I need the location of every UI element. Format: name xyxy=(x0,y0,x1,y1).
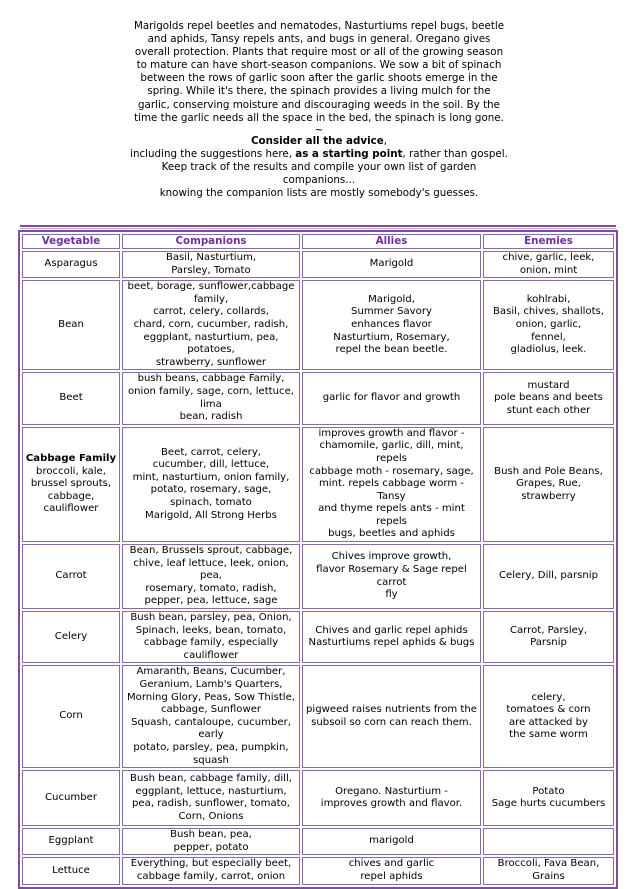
intro-text xyxy=(130,20,508,200)
table-row xyxy=(22,611,614,663)
advice-line xyxy=(130,135,508,148)
enemies-cell: celery, tomatoes & corn are attacked by the same worm xyxy=(483,665,614,768)
allies-cell: pigweed raises nutrients from the subsoil so corn can reach them. xyxy=(302,665,481,768)
vegetable-cell xyxy=(22,427,120,542)
allies-cell: improves growth and flavor - chamomile, garlic, dill, mint, repels cabbage moth - rosemary, sage, mint. repels cabbage worm - Tansy and thyme repels ants - mint repels bugs, beetles and aphids xyxy=(302,427,481,542)
enemies-cell: chive, garlic, leek, onion, mint xyxy=(483,251,614,278)
vegetable-cell: Asparagus xyxy=(22,251,120,278)
table-row xyxy=(22,828,614,855)
companions-cell: Everything, but especially beet, cabbage family, carrot, onion xyxy=(122,857,300,884)
vegetable-cell: Cucumber xyxy=(22,770,120,826)
enemies-cell: Carrot, Parsley, Parsnip xyxy=(483,611,614,663)
table-row xyxy=(22,544,614,609)
companions-cell: Bush bean, parsley, pea, Onion, Spinach, leeks, bean, tomato, cabbage family, especially cauliflower xyxy=(122,611,300,663)
table-row xyxy=(22,665,614,768)
table-row xyxy=(22,372,614,424)
enemies-cell: Broccoli, Fava Bean, Grains xyxy=(483,857,614,884)
vegetable-cell: Bean xyxy=(22,280,120,370)
table-row xyxy=(22,427,614,542)
table-row xyxy=(22,251,614,278)
vegetable-cell: Celery xyxy=(22,611,120,663)
allies-cell: Chives and garlic repel aphids Nasturtiums repel aphids & bugs xyxy=(302,611,481,663)
starting-point-line xyxy=(130,148,508,161)
allies-cell: Marigold, Summer Savory enhances flavor Nasturtium, Rosemary, repel the bean beetle. xyxy=(302,280,481,370)
starting-point-bold: as a starting point xyxy=(295,147,403,160)
intro-separator: ~ xyxy=(314,123,324,136)
companions-cell: bush beans, cabbage Family, onion family, sage, corn, lettuce, lima bean, radish xyxy=(122,372,300,424)
header-vegetable: Vegetable xyxy=(22,234,120,249)
enemies-cell: Celery, Dill, parsnip xyxy=(483,544,614,609)
header-companions: Companions xyxy=(122,234,300,249)
intro-paragraph: Marigolds repel beetles and nematodes, Nasturtiums repel bugs, beetle and aphids, Tansy repels ants, and bugs in general. Oregano gives overall protection. Plants that require most or all of the growing season to mature can have short-season companions. We sow a bit of spinach between the rows of garlic soon after the garlic shoots emerge in the spring. While it's there, the spinach provides a living mulch for the garlic, conserving moisture and discouraging weeds in the soil. By the time the garlic needs all the space in the bed, the spinach is long gone. xyxy=(133,20,505,124)
companions-cell: Beet, carrot, celery, cucumber, dill, lettuce, mint, nasturtium, onion family, potato, rosemary, sage, spinach, tomato Marigold, All Strong Herbs xyxy=(122,427,300,542)
allies-cell: Marigold xyxy=(302,251,481,278)
header-enemies: Enemies xyxy=(483,234,614,249)
allies-cell: Chives improve growth, flavor Rosemary & Sage repel carrot fly xyxy=(302,544,481,609)
guesses-line: knowing the companion lists are mostly somebody's guesses. xyxy=(159,187,479,200)
enemies-cell xyxy=(483,828,614,855)
companions-cell: Bean, Brussels sprout, cabbage, chive, leaf lettuce, leek, onion, pea, rosemary, tomato, radish, pepper, pea, lettuce, sage xyxy=(122,544,300,609)
horizontal-divider xyxy=(20,225,616,229)
allies-cell: marigold xyxy=(302,828,481,855)
table-row xyxy=(22,857,614,884)
companion-planting-table xyxy=(18,230,618,889)
vegetable-cell: Corn xyxy=(22,665,120,768)
enemies-cell: mustard pole beans and beets stunt each other xyxy=(483,372,614,424)
vegetable-cell: Lettuce xyxy=(22,857,120,884)
advice-bold: Consider all the advice xyxy=(251,134,384,147)
table-row xyxy=(22,770,614,826)
starting-point-pre: including the suggestions here, xyxy=(130,147,296,160)
vegetable-group-name: Cabbage Family xyxy=(25,452,117,464)
header-allies: Allies xyxy=(302,234,481,249)
advice-end: , xyxy=(383,134,387,147)
allies-cell: chives and garlic repel aphids xyxy=(302,857,481,884)
allies-cell: garlic for flavor and growth xyxy=(302,372,481,424)
companions-cell: beet, borage, sunflower,cabbage family, carrot, celery, collards, chard, corn, cucumber, radish, eggplant, nasturtium, pea, potatoes, strawberry, sunflower xyxy=(122,280,300,370)
companions-cell: Basil, Nasturtium, Parsley, Tomato xyxy=(122,251,300,278)
table-row xyxy=(22,280,614,370)
table-body xyxy=(22,251,614,885)
allies-cell: Oregano. Nasturtium - improves growth and flavor. xyxy=(302,770,481,826)
enemies-cell: kohlrabi, Basil, chives, shallots, onion, garlic, fennel, gladiolus, leek. xyxy=(483,280,614,370)
vegetable-cell: Beet xyxy=(22,372,120,424)
companions-cell: Amaranth, Beans, Cucumber, Geranium, Lamb's Quarters, Morning Glory, Peas, Sow Thistle, cabbage, Sunflower Squash, cantaloupe, cucumber, early potato, parsley, pea, pumpkin, squash xyxy=(122,665,300,768)
enemies-cell: Potato Sage hurts cucumbers xyxy=(483,770,614,826)
companions-cell: Bush bean, cabbage family, dill, eggplant, lettuce, nasturtium, pea, radish, sunflower, tomato, Corn, Onions xyxy=(122,770,300,826)
enemies-cell: Bush and Pole Beans, Grapes, Rue, strawberry xyxy=(483,427,614,542)
vegetable-cell: Carrot xyxy=(22,544,120,609)
starting-point-post: , rather than gospel. xyxy=(402,147,508,160)
vegetable-cell: Eggplant xyxy=(22,828,120,855)
vegetable-group-members: broccoli, kale, brussel sprouts, cabbage, cauliflower xyxy=(30,465,112,515)
companions-cell: Bush bean, pea, pepper, potato xyxy=(122,828,300,855)
track-results-line: Keep track of the results and compile your own list of garden companions... xyxy=(161,160,477,187)
table-header-row xyxy=(22,234,614,249)
